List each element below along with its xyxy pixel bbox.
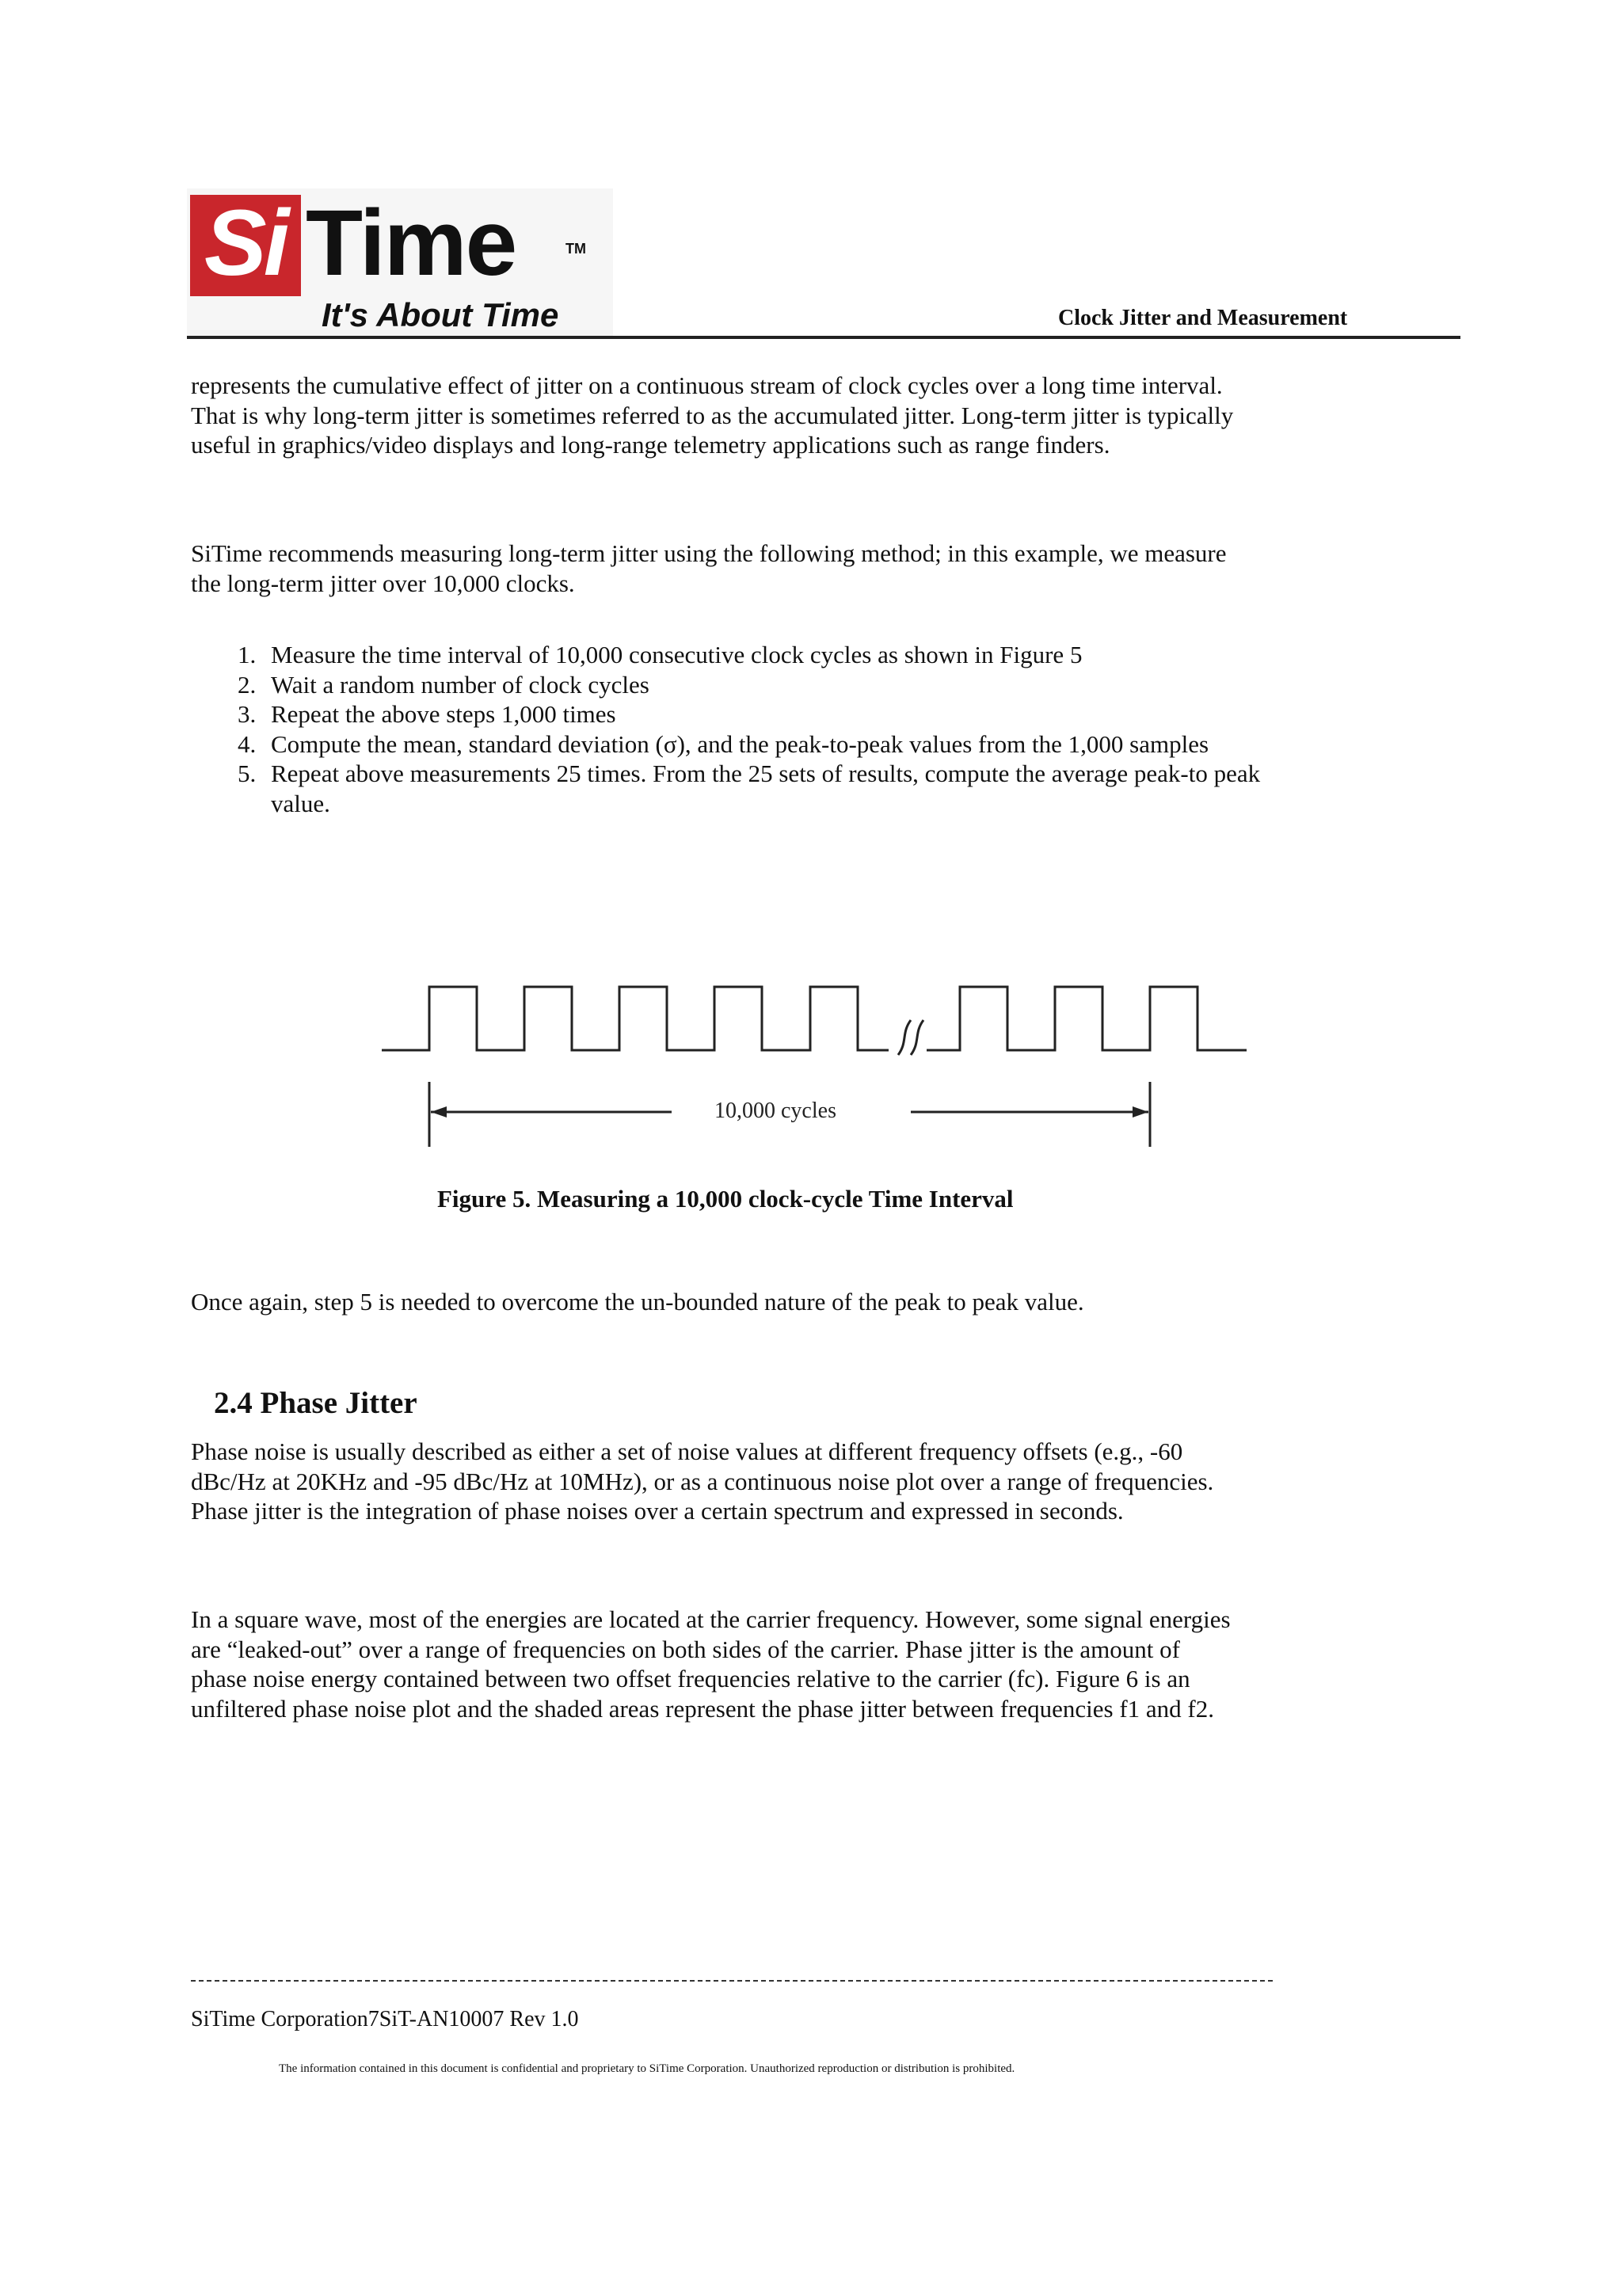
sitime-logo [187, 188, 613, 337]
footer-text: SiTime Corporation7SiT-AN10007 Rev 1.0 [191, 2007, 579, 2031]
step5-note: Once again, step 5 is needed to overcome the un-bounded nature of the peak to peak value. [191, 1288, 1084, 1316]
method-paragraph: SiTime recommends measuring long-term jitter using the following method; in this example, we measure the long-term jitter over 10,000 clocks. [191, 539, 1227, 597]
steps-list [238, 640, 1267, 818]
waveform-left [382, 987, 889, 1050]
waveform-right [927, 987, 1247, 1050]
logo-trademark: TM [565, 241, 586, 257]
arrowhead-left [431, 1106, 447, 1118]
phase-paragraph-2: In a square wave, most of the energies are located at the carrier frequency. However, some signal energies are “leaked-out” over a range of frequencies on both sides of the carrier. Phase jitter is the amount of phase noise energy contained between two offset frequencies relative to the carrier (fc). Figure 6 is an unfiltered phase noise plot and the shaded areas represent the phase jitter between frequencies f1 and f2. [191, 1605, 1231, 1723]
logo-tagline: It's About Time [322, 296, 559, 333]
list-item: 3. Repeat the above steps 1,000 times [238, 700, 616, 728]
figure-caption: Figure 5. Measuring a 10,000 clock-cycle Time Interval [437, 1185, 1014, 1213]
header-divider [187, 336, 1460, 339]
list-item: 5. Repeat above measurements 25 times. From the 25 sets of results, compute the average peak-to peak value. [238, 760, 1261, 817]
cycles-label: 10,000 cycles [714, 1099, 836, 1123]
footer-divider [191, 1980, 1273, 1982]
clock-waveform-figure [372, 966, 1259, 1156]
intro-paragraph: represents the cumulative effect of jitter on a continuous stream of clock cycles over a long time interval. That is why long-term jitter is sometimes referred to as the accumulated jitter. Long-term jitter is typically useful in graphics/video displays and long-range telemetry applications such as range finders. [191, 371, 1234, 459]
list-item: 2. Wait a random number of clock cycles [238, 670, 649, 699]
document-title: Clock Jitter and Measurement [1058, 306, 1348, 330]
logo-si-text: Si [204, 191, 287, 295]
section-heading: 2.4 Phase Jitter [214, 1386, 417, 1420]
break-mark [898, 1020, 923, 1055]
confidentiality-note: The information contained in this document is confidential and proprietary to SiTime Corporation. Unauthorized reproduction or distribution is prohibited. [279, 2062, 1015, 2075]
phase-paragraph-1: Phase noise is usually described as either a set of noise values at different frequency offsets (e.g., -60 dBc/Hz at 20KHz and -95 dBc/Hz at 10MHz), or as a continuous noise plot over a range of frequencies. Phase jitter is the integration of phase noises over a certain spectrum and expressed in seconds. [191, 1437, 1214, 1525]
list-item: 4. Compute the mean, standard deviation (σ), and the peak-to-peak values from the 1,000 samples [238, 729, 1209, 758]
logo-time-text: Time [306, 191, 516, 295]
arrowhead-right [1133, 1106, 1148, 1118]
list-item: 1. Measure the time interval of 10,000 consecutive clock cycles as shown in Figure 5 [238, 641, 1083, 668]
